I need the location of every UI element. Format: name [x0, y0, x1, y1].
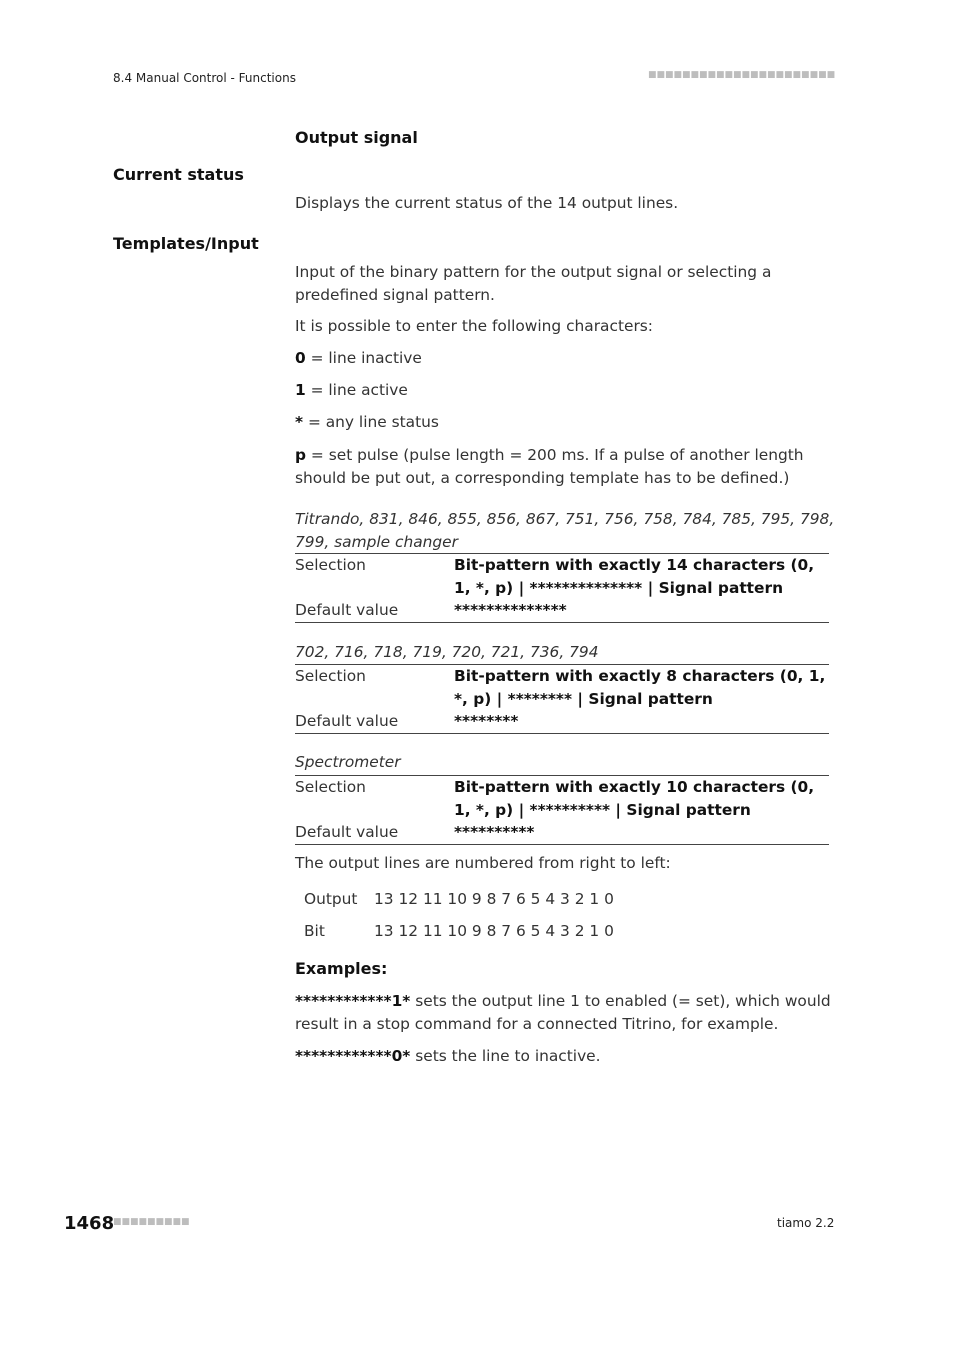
param-table [295, 664, 829, 734]
selection-label: Selection [295, 667, 366, 685]
char-desc: = line inactive [305, 349, 422, 367]
default-label: Default value [295, 712, 399, 730]
default-value: ********** [454, 823, 535, 841]
char-key: 1 [295, 381, 306, 399]
example-text: sets the line to inactive. [410, 1047, 601, 1065]
char-item [295, 411, 835, 434]
char-key: 0 [295, 349, 306, 367]
bit-row [304, 922, 614, 940]
char-key: p [295, 446, 307, 464]
current-status-heading: Current status [113, 165, 244, 184]
running-header: 8.4 Manual Control - Functions [113, 71, 296, 85]
bit-label: Bit [304, 922, 325, 940]
char-key: * [295, 413, 304, 431]
page-number: 1468 [64, 1213, 115, 1234]
bit-values: 13 12 11 10 9 8 7 6 5 4 3 2 1 0 [374, 922, 614, 940]
output-label: Output [304, 890, 358, 908]
output-row [304, 890, 614, 908]
examples-heading: Examples: [295, 959, 388, 978]
section-title: Output signal [295, 128, 418, 147]
selection-label: Selection [295, 778, 366, 796]
default-label: Default value [295, 823, 399, 841]
example-item [295, 990, 835, 1035]
output-values: 13 12 11 10 9 8 7 6 5 4 3 2 1 0 [374, 890, 614, 908]
example-item [295, 1045, 835, 1068]
param-condition: Titrando, 831, 846, 855, 856, 867, 751, 756, 758, 784, 785, 795, 798, 799, sample changer [295, 510, 835, 551]
selection-value: Bit-pattern with exactly 14 characters (0, 1, *, p) | ************** | Signal pattern [454, 556, 815, 597]
example-text: sets the output line 1 to enabled (= set), which would result in a stop command for a connected Titrino, for example. [295, 992, 831, 1033]
char-item [295, 444, 835, 489]
char-item [295, 347, 835, 370]
example-code: ************0* [295, 1047, 411, 1065]
char-desc: = set pulse (pulse length = 200 ms. If a pulse of another length should be put out, a corresponding template has to be defined.) [295, 446, 804, 487]
char-desc: = any line status [303, 413, 439, 431]
templates-intro: Input of the binary pattern for the output signal or selecting a predefined signal pattern. [295, 263, 772, 304]
char-item [295, 379, 835, 402]
selection-value: Bit-pattern with exactly 8 characters (0, 1, *, p) | ******** | Signal pattern [454, 667, 826, 708]
example-code: ************1* [295, 992, 411, 1010]
product-version: tiamo 2.2 [777, 1216, 835, 1230]
param-condition: 702, 716, 718, 719, 720, 721, 736, 794 [295, 643, 599, 661]
templates-heading: Templates/Input [113, 234, 259, 253]
default-value: ************** [454, 601, 567, 619]
default-label: Default value [295, 601, 399, 619]
selection-label: Selection [295, 556, 366, 574]
param-table [295, 553, 829, 623]
footer-decoration: ■■■■■■■■■ [113, 1217, 190, 1227]
default-value: ******** [454, 712, 519, 730]
templates-possible: It is possible to enter the following characters: [295, 317, 653, 335]
numbering-text: The output lines are numbered from right to left: [295, 854, 671, 872]
selection-value: Bit-pattern with exactly 10 characters (0, 1, *, p) | ********** | Signal pattern [454, 778, 815, 819]
header-decoration: ■■■■■■■■■■■■■■■■■■■■■■ [648, 70, 836, 80]
current-status-text: Displays the current status of the 14 output lines. [295, 194, 679, 212]
param-condition: Spectrometer [295, 753, 401, 771]
char-desc: = line active [305, 381, 408, 399]
param-table [295, 775, 829, 845]
